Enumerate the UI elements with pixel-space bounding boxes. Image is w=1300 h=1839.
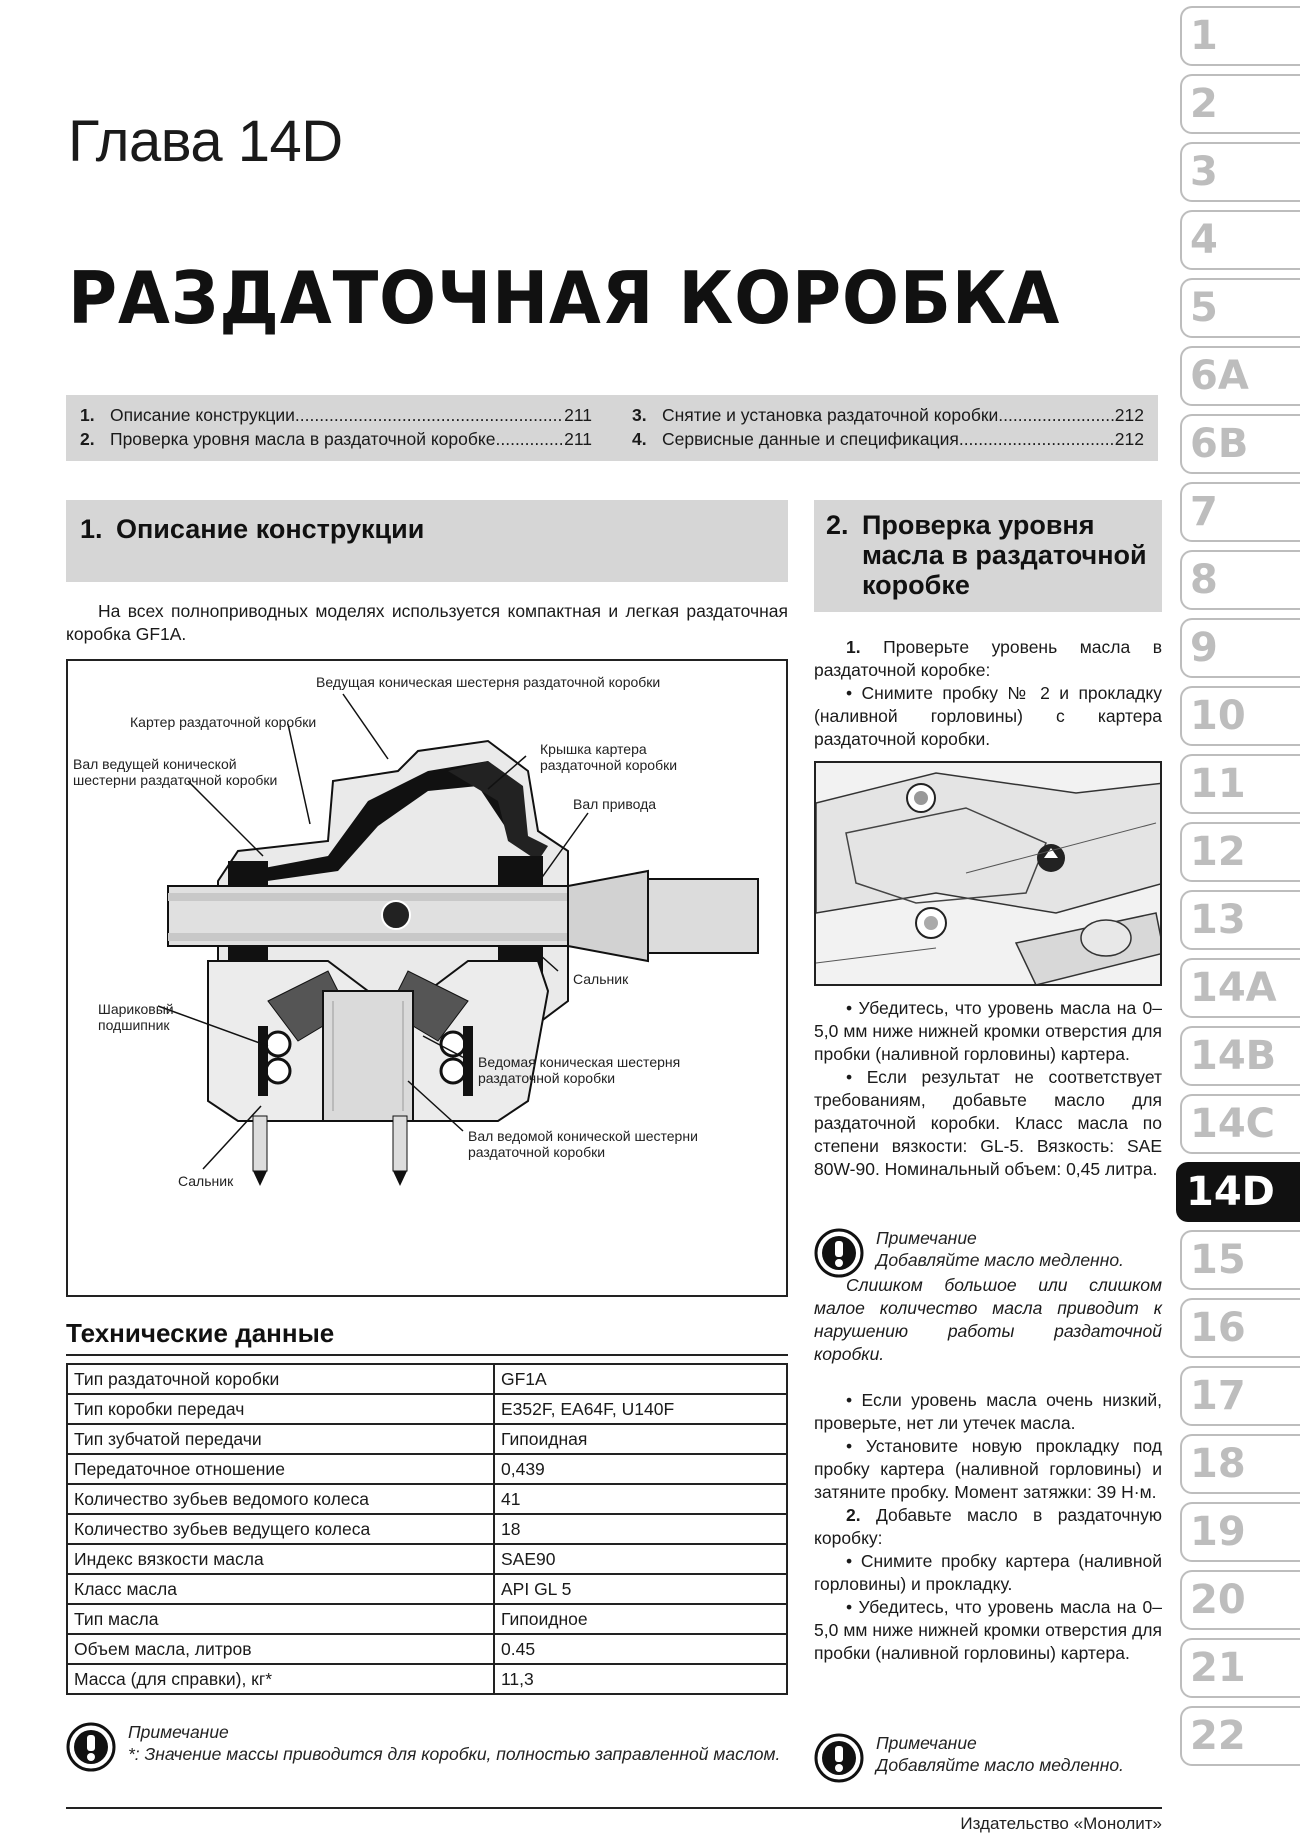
tab-7[interactable]: 7 — [1180, 482, 1300, 542]
tab-11[interactable]: 11 — [1180, 754, 1300, 814]
tab-8[interactable]: 8 — [1180, 550, 1300, 610]
tab-14d[interactable]: 14D — [1176, 1162, 1300, 1222]
tab-17[interactable]: 17 — [1180, 1366, 1300, 1426]
tab-19[interactable]: 19 — [1180, 1502, 1300, 1562]
warning-icon — [814, 1228, 864, 1278]
tab-2[interactable]: 2 — [1180, 74, 1300, 134]
table-row: Тип зубчатой передачи Гипоидная — [67, 1424, 787, 1454]
tab-10[interactable]: 10 — [1180, 686, 1300, 746]
table-of-contents — [66, 395, 1158, 461]
table-row: Масса (для справки), кг* 11,3 — [67, 1664, 787, 1694]
section-heading-1: 1. Описание конструкции — [66, 500, 788, 582]
tab-15[interactable]: 15 — [1180, 1230, 1300, 1290]
tech-note: Примечание *: Значение массы приводится для коробки, полностью заправленной маслом. — [66, 1722, 788, 1772]
footer-rule — [66, 1807, 1162, 1809]
tech-data-title: Технические данные — [66, 1318, 335, 1348]
label-driven-bevel-gear: Ведомая коническая шестерня раздаточной коробки — [478, 1054, 681, 1086]
step1-continued: • Убедитесь, что уровень масла на 0–5,0 мм ниже нижней кромки отверстия для пробки (наливной горловины) картера. • Если результат не соответствует требованиям, добавьте масло для раздаточной коробки. Класс масла по степени вязкости: GL-5. Вязкость: SAE 80W-90. Номинальный объем: 0,45 литра. — [814, 998, 1162, 1179]
tab-13[interactable]: 13 — [1180, 890, 1300, 950]
chapter-tabs — [1180, 6, 1300, 1774]
intro-paragraph: На всех полноприводных моделях используется компактная и легкая раздаточная коробка GF1A. — [66, 601, 788, 644]
label-drive-shaft: Вал привода — [573, 796, 657, 812]
step1-intro: 1. Проверьте уровень масла в раздаточной коробке: • Снимите пробку № 2 и прокладку (наливной горловины) с картера раздаточной коробки. — [814, 637, 1162, 749]
tab-20[interactable]: 20 — [1180, 1570, 1300, 1630]
label-oil-seal-right: Сальник — [573, 971, 629, 987]
tab-6b[interactable]: 6B — [1180, 414, 1300, 474]
toc-item[interactable]: 2. Проверка уровня масла в раздаточной коробке ..... 211 — [80, 429, 592, 451]
toc-item[interactable]: 1. Описание конструкции ..... 211 — [80, 405, 592, 427]
label-case: Картер раздаточной коробки — [130, 714, 317, 730]
table-row: Индекс вязкости масла SAE90 — [67, 1544, 787, 1574]
table-row: Тип раздаточной коробки GF1A — [67, 1364, 787, 1394]
filler-plug-drawing — [816, 763, 1162, 986]
note-oil-warning: Слишком большое или слишком малое количество масла приводит к нарушению работы раздаточной коробки. — [814, 1275, 1162, 1364]
tab-21[interactable]: 21 — [1180, 1638, 1300, 1698]
chapter-title: РАЗДАТОЧНАЯ КОРОБКА — [68, 256, 1061, 340]
note-oil-slowly-2: Примечание Добавляйте масло медленно. — [814, 1733, 1162, 1783]
table-row: Класс масла API GL 5 — [67, 1574, 787, 1604]
tab-12[interactable]: 12 — [1180, 822, 1300, 882]
tech-data-rule — [66, 1354, 788, 1356]
publisher: Издательство «Монолит» — [960, 1814, 1162, 1833]
step1-final: • Если уровень масла очень низкий, проверьте, нет ли утечек масла. • Установите новую прокладку под пробку картера (наливной горловины) и затяните пробку. Момент затяжки: 39 Н·м. 2. Добавьте масло в раздаточную коробку: • Снимите пробку картера (наливной горловины) и прокладку. • Убедитесь, что уровень масла на 0–5,0 мм ниже нижней кромки отверстия для пробки (наливной горловины) картера. — [814, 1390, 1162, 1663]
label-drive-bevel-gear: Ведущая коническая шестерня раздаточной коробки — [316, 674, 661, 690]
label-driven-gear-shaft: Вал ведомой конической шестерни раздаточной коробки — [468, 1128, 698, 1160]
table-row: Количество зубьев ведомого колеса 41 — [67, 1484, 787, 1514]
section-heading-2: 2. Проверка уровня масла в раздаточной коробке — [814, 500, 1162, 612]
tab-14c[interactable]: 14C — [1180, 1094, 1300, 1154]
toc-item[interactable]: 4. Сервисные данные и спецификация ..... 212 — [632, 429, 1144, 451]
tab-14b[interactable]: 14B — [1180, 1026, 1300, 1086]
tab-9[interactable]: 9 — [1180, 618, 1300, 678]
transfer-case-diagram — [66, 659, 788, 1297]
table-row: Тип коробки передач E352F, EA64F, U140F — [67, 1394, 787, 1424]
filler-plug-photo — [814, 761, 1162, 986]
tab-16[interactable]: 16 — [1180, 1298, 1300, 1358]
label-drive-gear-shaft: Вал ведущей конической шестерни раздаточной коробки — [73, 756, 278, 788]
label-ball-bearing: Шариковый подшипник — [98, 1001, 174, 1033]
tab-14a[interactable]: 14A — [1180, 958, 1300, 1018]
tab-18[interactable]: 18 — [1180, 1434, 1300, 1494]
spec-table — [66, 1363, 788, 1695]
table-row: Передаточное отношение 0,439 — [67, 1454, 787, 1484]
chapter-label: Глава 14D — [68, 109, 343, 174]
tab-6a[interactable]: 6A — [1180, 346, 1300, 406]
tab-1[interactable]: 1 — [1180, 6, 1300, 66]
warning-icon — [814, 1733, 864, 1783]
warning-icon — [66, 1722, 116, 1772]
tab-4[interactable]: 4 — [1180, 210, 1300, 270]
tab-3[interactable]: 3 — [1180, 142, 1300, 202]
tab-22[interactable]: 22 — [1180, 1706, 1300, 1766]
label-case-cover: Крышка картера раздаточной коробки — [540, 741, 678, 773]
table-row: Объем масла, литров 0.45 — [67, 1634, 787, 1664]
table-row: Количество зубьев ведущего колеса 18 — [67, 1514, 787, 1544]
tab-5[interactable]: 5 — [1180, 278, 1300, 338]
label-oil-seal-bottom: Сальник — [178, 1173, 234, 1189]
table-row: Тип масла Гипоидное — [67, 1604, 787, 1634]
note-oil-slowly: Примечание Добавляйте масло медленно. — [814, 1228, 1162, 1278]
toc-item[interactable]: 3. Снятие и установка раздаточной коробки ..... 212 — [632, 405, 1144, 427]
